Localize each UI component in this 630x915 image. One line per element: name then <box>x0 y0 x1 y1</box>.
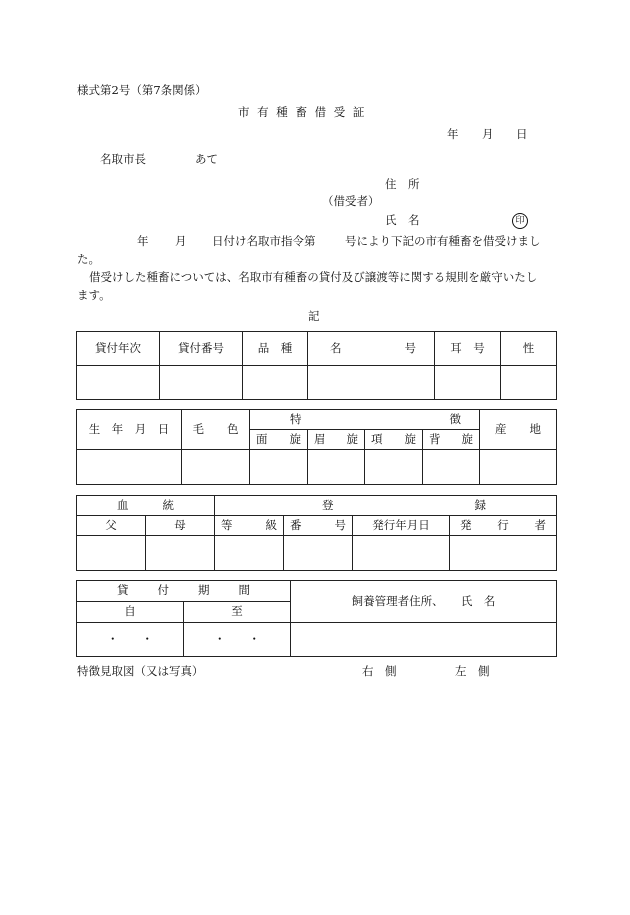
body-line2: た。 <box>77 252 100 266</box>
cell-reg-number[interactable] <box>284 536 353 571</box>
whorl-char: 旋 <box>404 431 416 446</box>
header-face-whorl <box>250 430 308 450</box>
header-origin <box>480 410 557 450</box>
cell-from-date[interactable]: ・ ・ <box>77 623 184 657</box>
table-row <box>77 410 557 430</box>
header-manager: 飼養管理者住所、 氏 名 <box>291 581 557 623</box>
table-row <box>77 581 557 602</box>
issuer-char-2: 行 <box>497 517 509 532</box>
addressee-name: 名取市長 <box>100 152 146 166</box>
number-char-2: 号 <box>334 517 346 532</box>
form-number: 様式第2号（第7条関係） <box>77 83 207 97</box>
features-left: 特 <box>290 411 302 426</box>
addressee-ate: あて <box>195 152 218 166</box>
cell-coat-color[interactable] <box>182 450 250 485</box>
header-breed: 品 種 <box>243 332 308 366</box>
date-month: 月 <box>482 127 494 141</box>
eyebrow-char: 眉 <box>314 431 326 446</box>
cell-manager[interactable] <box>291 623 557 657</box>
whorl-char: 旋 <box>289 431 301 446</box>
header-loan-period <box>77 581 291 602</box>
registration-char-1: 登 <box>322 497 334 512</box>
origin-label: 産 地 <box>495 421 541 436</box>
header-features <box>250 410 480 430</box>
birth-label: 生 年 月 日 <box>88 421 170 436</box>
grade-char-2: 級 <box>265 517 277 532</box>
table-row <box>77 623 557 657</box>
header-reg-number <box>284 516 353 536</box>
period-char-2: 付 <box>157 583 169 598</box>
cell-ear-tag[interactable] <box>435 366 501 400</box>
cell-birth-date[interactable] <box>77 450 182 485</box>
header-back-whorl <box>423 430 480 450</box>
left-side-label: 左 側 <box>455 664 490 678</box>
header-issuer <box>450 516 557 536</box>
header-loan-year: 貸付年次 <box>77 332 160 366</box>
cell-face-whorl[interactable] <box>250 450 308 485</box>
ki-label: 記 <box>308 309 320 323</box>
cell-loan-year[interactable] <box>77 366 160 400</box>
cell-breed[interactable] <box>243 366 308 400</box>
body-line3: 借受けした種畜については、名取市有種畜の貸付及び譲渡等に関する規則を厳守いたし <box>89 270 538 284</box>
header-loan-number: 貸付番号 <box>160 332 243 366</box>
number-char-1: 番 <box>290 517 302 532</box>
header-pedigree <box>77 496 215 516</box>
loan-period-table <box>76 580 557 657</box>
cell-issue-date[interactable] <box>353 536 450 571</box>
document-title: 市 有 種 畜 借 受 証 <box>238 105 367 119</box>
borrower-address-label: 住 所 <box>385 177 420 191</box>
body-year: 年 <box>137 234 149 248</box>
body-month: 月 <box>175 234 187 248</box>
issuer-char-1: 発 <box>460 517 472 532</box>
cell-back-whorl[interactable] <box>423 450 480 485</box>
header-name: 名 <box>330 340 342 355</box>
right-side-label: 右 側 <box>362 664 397 678</box>
cell-sex[interactable] <box>501 366 557 400</box>
header-ear-tag: 耳 号 <box>435 332 501 366</box>
borrower-role-label: （借受者） <box>322 194 380 208</box>
pedigree-registration-table <box>76 495 557 571</box>
header-from: 自 <box>77 602 184 623</box>
features-diagram-label: 特徴見取図（又は写真） <box>77 664 204 678</box>
cell-origin[interactable] <box>480 450 557 485</box>
table-row <box>77 536 557 571</box>
header-eyebrow-whorl <box>308 430 365 450</box>
header-birth-date <box>77 410 182 450</box>
seal-text: 印 <box>512 213 528 229</box>
cell-neck-whorl[interactable] <box>365 450 423 485</box>
cell-grade[interactable] <box>215 536 284 571</box>
back-char: 背 <box>429 431 441 446</box>
header-father: 父 <box>77 516 146 536</box>
cell-loan-number[interactable] <box>160 366 243 400</box>
face-char: 面 <box>256 431 268 446</box>
period-char-1: 貸 <box>117 583 129 598</box>
whorl-char: 旋 <box>461 431 473 446</box>
header-number: 号 <box>404 340 416 355</box>
features-right: 徴 <box>449 411 461 426</box>
table-row <box>77 450 557 485</box>
body-text-a: 日付け名取市指令第 <box>212 234 316 248</box>
header-neck-whorl <box>365 430 423 450</box>
characteristics-table <box>76 409 557 485</box>
date-day: 日 <box>516 127 528 141</box>
grade-char-1: 等 <box>221 517 233 532</box>
period-char-3: 期 <box>198 583 210 598</box>
neck-char: 項 <box>371 431 383 446</box>
date-year: 年 <box>447 127 459 141</box>
body-line4: ます。 <box>77 288 111 302</box>
registration-char-2: 録 <box>474 497 486 512</box>
cell-issuer[interactable] <box>450 536 557 571</box>
table-row <box>77 496 557 516</box>
period-char-4: 間 <box>238 583 250 598</box>
seal-mark <box>512 213 528 229</box>
cell-mother[interactable] <box>146 536 215 571</box>
header-to: 至 <box>184 602 291 623</box>
header-mother: 母 <box>146 516 215 536</box>
table-row <box>77 516 557 536</box>
issuer-char-3: 者 <box>534 517 546 532</box>
cell-name-number[interactable] <box>308 366 435 400</box>
header-name-number <box>308 332 435 366</box>
header-coat-color <box>182 410 250 450</box>
header-grade <box>215 516 284 536</box>
pedigree-char-1: 血 <box>117 497 129 512</box>
cell-father[interactable] <box>77 536 146 571</box>
cell-eyebrow-whorl[interactable] <box>308 450 365 485</box>
loan-info-table <box>76 331 557 400</box>
header-issue-date: 発行年月日 <box>353 516 450 536</box>
table-row <box>77 366 557 400</box>
body-text-b: 号により下記の市有種畜を借受けまし <box>345 234 541 248</box>
whorl-char: 旋 <box>346 431 358 446</box>
borrower-name-label: 氏 名 <box>385 213 420 227</box>
coat-label: 毛 色 <box>192 421 239 436</box>
header-registration <box>215 496 557 516</box>
table-row <box>77 332 557 366</box>
cell-to-date[interactable]: ・ ・ <box>184 623 291 657</box>
header-sex: 性 <box>501 332 557 366</box>
pedigree-char-2: 統 <box>162 497 174 512</box>
